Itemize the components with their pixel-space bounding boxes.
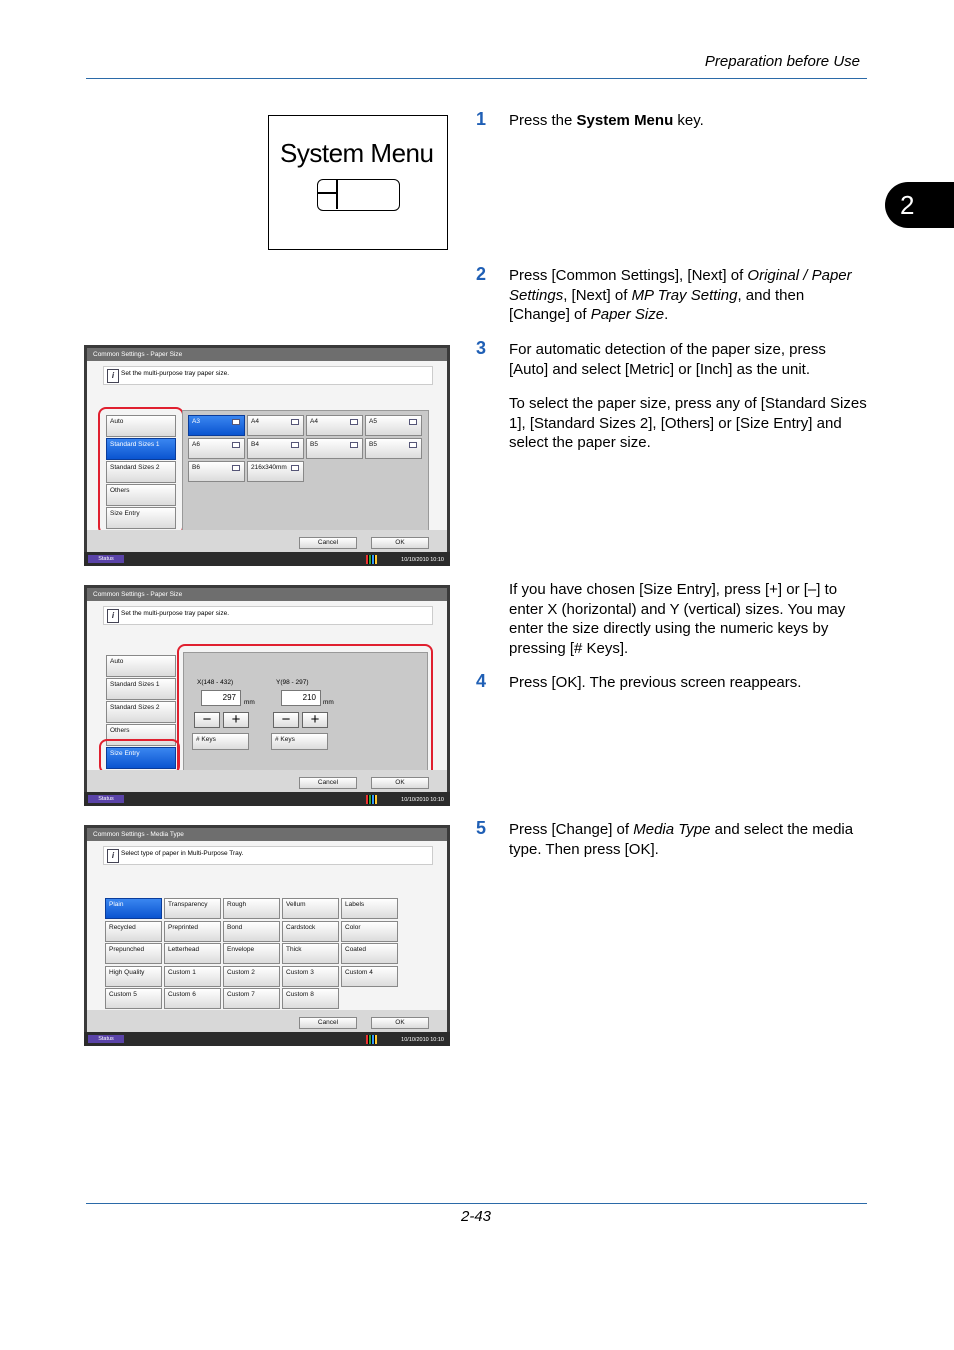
toner-icon <box>366 555 378 564</box>
media-type-button[interactable]: Custom 2 <box>223 966 280 987</box>
cancel-button[interactable]: Cancel <box>299 1017 357 1029</box>
media-type-button[interactable]: Custom 4 <box>341 966 398 987</box>
highlight-size-entry-tab <box>99 739 180 774</box>
media-type-button[interactable]: Bond <box>223 921 280 942</box>
media-type-button[interactable]: Custom 1 <box>164 966 221 987</box>
toner-icon <box>366 795 378 804</box>
status-button[interactable]: Status <box>88 555 124 563</box>
info-icon: i <box>107 849 119 863</box>
media-type-button[interactable]: Cardstock <box>282 921 339 942</box>
size-a3-button[interactable]: A3 <box>188 415 245 436</box>
media-type-button[interactable]: High Quality <box>105 966 162 987</box>
step-3-text-2: To select the paper size, press any of [Standard Sizes 1], [Standard Sizes 2], [Others] or [Size Entry] and select the paper size. <box>509 395 867 451</box>
step-5-number: 5 <box>476 818 487 838</box>
header-rule <box>86 78 867 79</box>
tab-size-entry[interactable]: Size Entry <box>106 747 176 769</box>
media-type-button[interactable]: Coated <box>341 943 398 964</box>
media-type-button[interactable]: Preprinted <box>164 921 221 942</box>
media-type-button[interactable]: Vellum <box>282 898 339 919</box>
highlight-tabs <box>98 407 184 535</box>
size-a4r-button[interactable]: A4 <box>306 415 363 436</box>
clock: 10/10/2010 10:10 <box>401 797 444 803</box>
media-type-button[interactable]: Custom 3 <box>282 966 339 987</box>
x-keys-button[interactable]: # Keys <box>192 733 249 750</box>
step-3-number: 3 <box>476 338 487 358</box>
info-icon: i <box>107 369 119 383</box>
cancel-button[interactable]: Cancel <box>299 537 357 549</box>
step-4-number: 4 <box>476 671 487 691</box>
size-216x340-button[interactable]: 216x340mm <box>247 461 304 482</box>
size-a4-button[interactable]: A4 <box>247 415 304 436</box>
screen-paper-size-entry <box>84 585 450 806</box>
media-type-button[interactable]: Custom 8 <box>282 988 339 1009</box>
footer-rule <box>86 1203 867 1204</box>
media-type-button[interactable]: Custom 5 <box>105 988 162 1009</box>
highlight-size-entry-area <box>177 644 433 778</box>
media-type-button[interactable]: Plain <box>105 898 162 919</box>
screen-paper-size-standard <box>84 345 450 566</box>
screen-title: Common Settings - Media Type <box>87 828 447 841</box>
tab-size-entry[interactable]: Size Entry <box>106 507 176 529</box>
x-minus-button[interactable]: − <box>194 712 220 728</box>
status-button[interactable]: Status <box>88 795 124 803</box>
step-4-text: Press [OK]. The previous screen reappears. <box>509 674 802 691</box>
media-type-button[interactable]: Recycled <box>105 921 162 942</box>
media-type-button[interactable]: Custom 6 <box>164 988 221 1009</box>
tab-standard-sizes-1[interactable]: Standard Sizes 1 <box>106 438 176 460</box>
media-type-button[interactable]: Labels <box>341 898 398 919</box>
ok-button[interactable]: OK <box>371 777 429 789</box>
status-bar <box>84 1032 450 1046</box>
system-menu-key-illustration <box>268 115 448 250</box>
x-size-field[interactable]: 297 <box>201 690 241 706</box>
step-1-text: Press the System Menu key. <box>509 112 704 129</box>
status-bar <box>84 552 450 566</box>
tab-others[interactable]: Others <box>106 484 176 506</box>
running-header: Preparation before Use <box>704 53 860 70</box>
step-2-text: Press [Common Settings], [Next] of Original / Paper Settings, [Next] of MP Tray Setting, and then [Change] of Paper Size. <box>509 267 852 323</box>
media-type-button[interactable]: Prepunched <box>105 943 162 964</box>
tab-standard-sizes-1[interactable]: Standard Sizes 1 <box>106 678 176 700</box>
media-type-button[interactable]: Thick <box>282 943 339 964</box>
step-3-text-3: If you have chosen [Size Entry], press [+] or [–] to enter X (horizontal) and Y (vertical) sizes. You may enter the size directly using the numeric keys by pressing [# Keys]. <box>509 581 846 657</box>
clock: 10/10/2010 10:10 <box>401 1037 444 1043</box>
y-plus-button[interactable]: + <box>302 712 328 728</box>
media-type-button[interactable]: Envelope <box>223 943 280 964</box>
media-type-button[interactable]: Letterhead <box>164 943 221 964</box>
step-3-text-1: For automatic detection of the paper size, press [Auto] and select [Metric] or [Inch] as the unit. <box>509 341 826 378</box>
y-minus-button[interactable]: − <box>273 712 299 728</box>
size-b6-button[interactable]: B6 <box>188 461 245 482</box>
x-unit: mm <box>244 699 255 706</box>
ok-button[interactable]: OK <box>371 537 429 549</box>
system-menu-key <box>317 179 400 211</box>
cancel-button[interactable]: Cancel <box>299 777 357 789</box>
message-box: i Select type of paper in Multi-Purpose Tray. <box>103 846 433 865</box>
screen-media-type <box>84 825 450 1046</box>
system-menu-label: System Menu <box>280 138 434 168</box>
media-type-button[interactable]: Color <box>341 921 398 942</box>
clock: 10/10/2010 10:10 <box>401 557 444 563</box>
status-button[interactable]: Status <box>88 1035 124 1043</box>
message-box: i Set the multi-purpose tray paper size. <box>103 366 433 385</box>
size-a5-button[interactable]: A5 <box>365 415 422 436</box>
step-5-text: Press [Change] of Media Type and select the media type. Then press [OK]. <box>509 821 854 858</box>
tab-standard-sizes-2[interactable]: Standard Sizes 2 <box>106 461 176 483</box>
status-bar <box>84 792 450 806</box>
tab-auto[interactable]: Auto <box>106 415 176 437</box>
size-b4-button[interactable]: B4 <box>247 438 304 459</box>
media-type-button[interactable]: Transparency <box>164 898 221 919</box>
x-range-label: X(148 - 432) <box>197 679 234 686</box>
x-plus-button[interactable]: + <box>223 712 249 728</box>
message-box: i Set the multi-purpose tray paper size. <box>103 606 433 625</box>
size-b5-button[interactable]: B5 <box>306 438 363 459</box>
size-b5r-button[interactable]: B5 <box>365 438 422 459</box>
y-range-label: Y(98 - 297) <box>276 679 309 686</box>
screen-title: Common Settings - Paper Size <box>87 348 447 361</box>
y-unit: mm <box>323 699 334 706</box>
size-a6-button[interactable]: A6 <box>188 438 245 459</box>
y-size-field[interactable]: 210 <box>281 690 321 706</box>
tab-others[interactable]: Others <box>106 724 176 746</box>
step-1-number: 1 <box>476 109 487 129</box>
page-number: 2-43 <box>461 1208 492 1225</box>
ok-button[interactable]: OK <box>371 1017 429 1029</box>
media-type-button[interactable]: Rough <box>223 898 280 919</box>
step-2-number: 2 <box>476 264 487 284</box>
screen-title: Common Settings - Paper Size <box>87 588 447 601</box>
info-icon: i <box>107 609 119 623</box>
y-keys-button[interactable]: # Keys <box>271 733 328 750</box>
toner-icon <box>366 1035 378 1044</box>
chapter-tab: 2 <box>885 182 954 228</box>
tab-standard-sizes-2[interactable]: Standard Sizes 2 <box>106 701 176 723</box>
tab-auto[interactable]: Auto <box>106 655 176 677</box>
media-type-button[interactable]: Custom 7 <box>223 988 280 1009</box>
